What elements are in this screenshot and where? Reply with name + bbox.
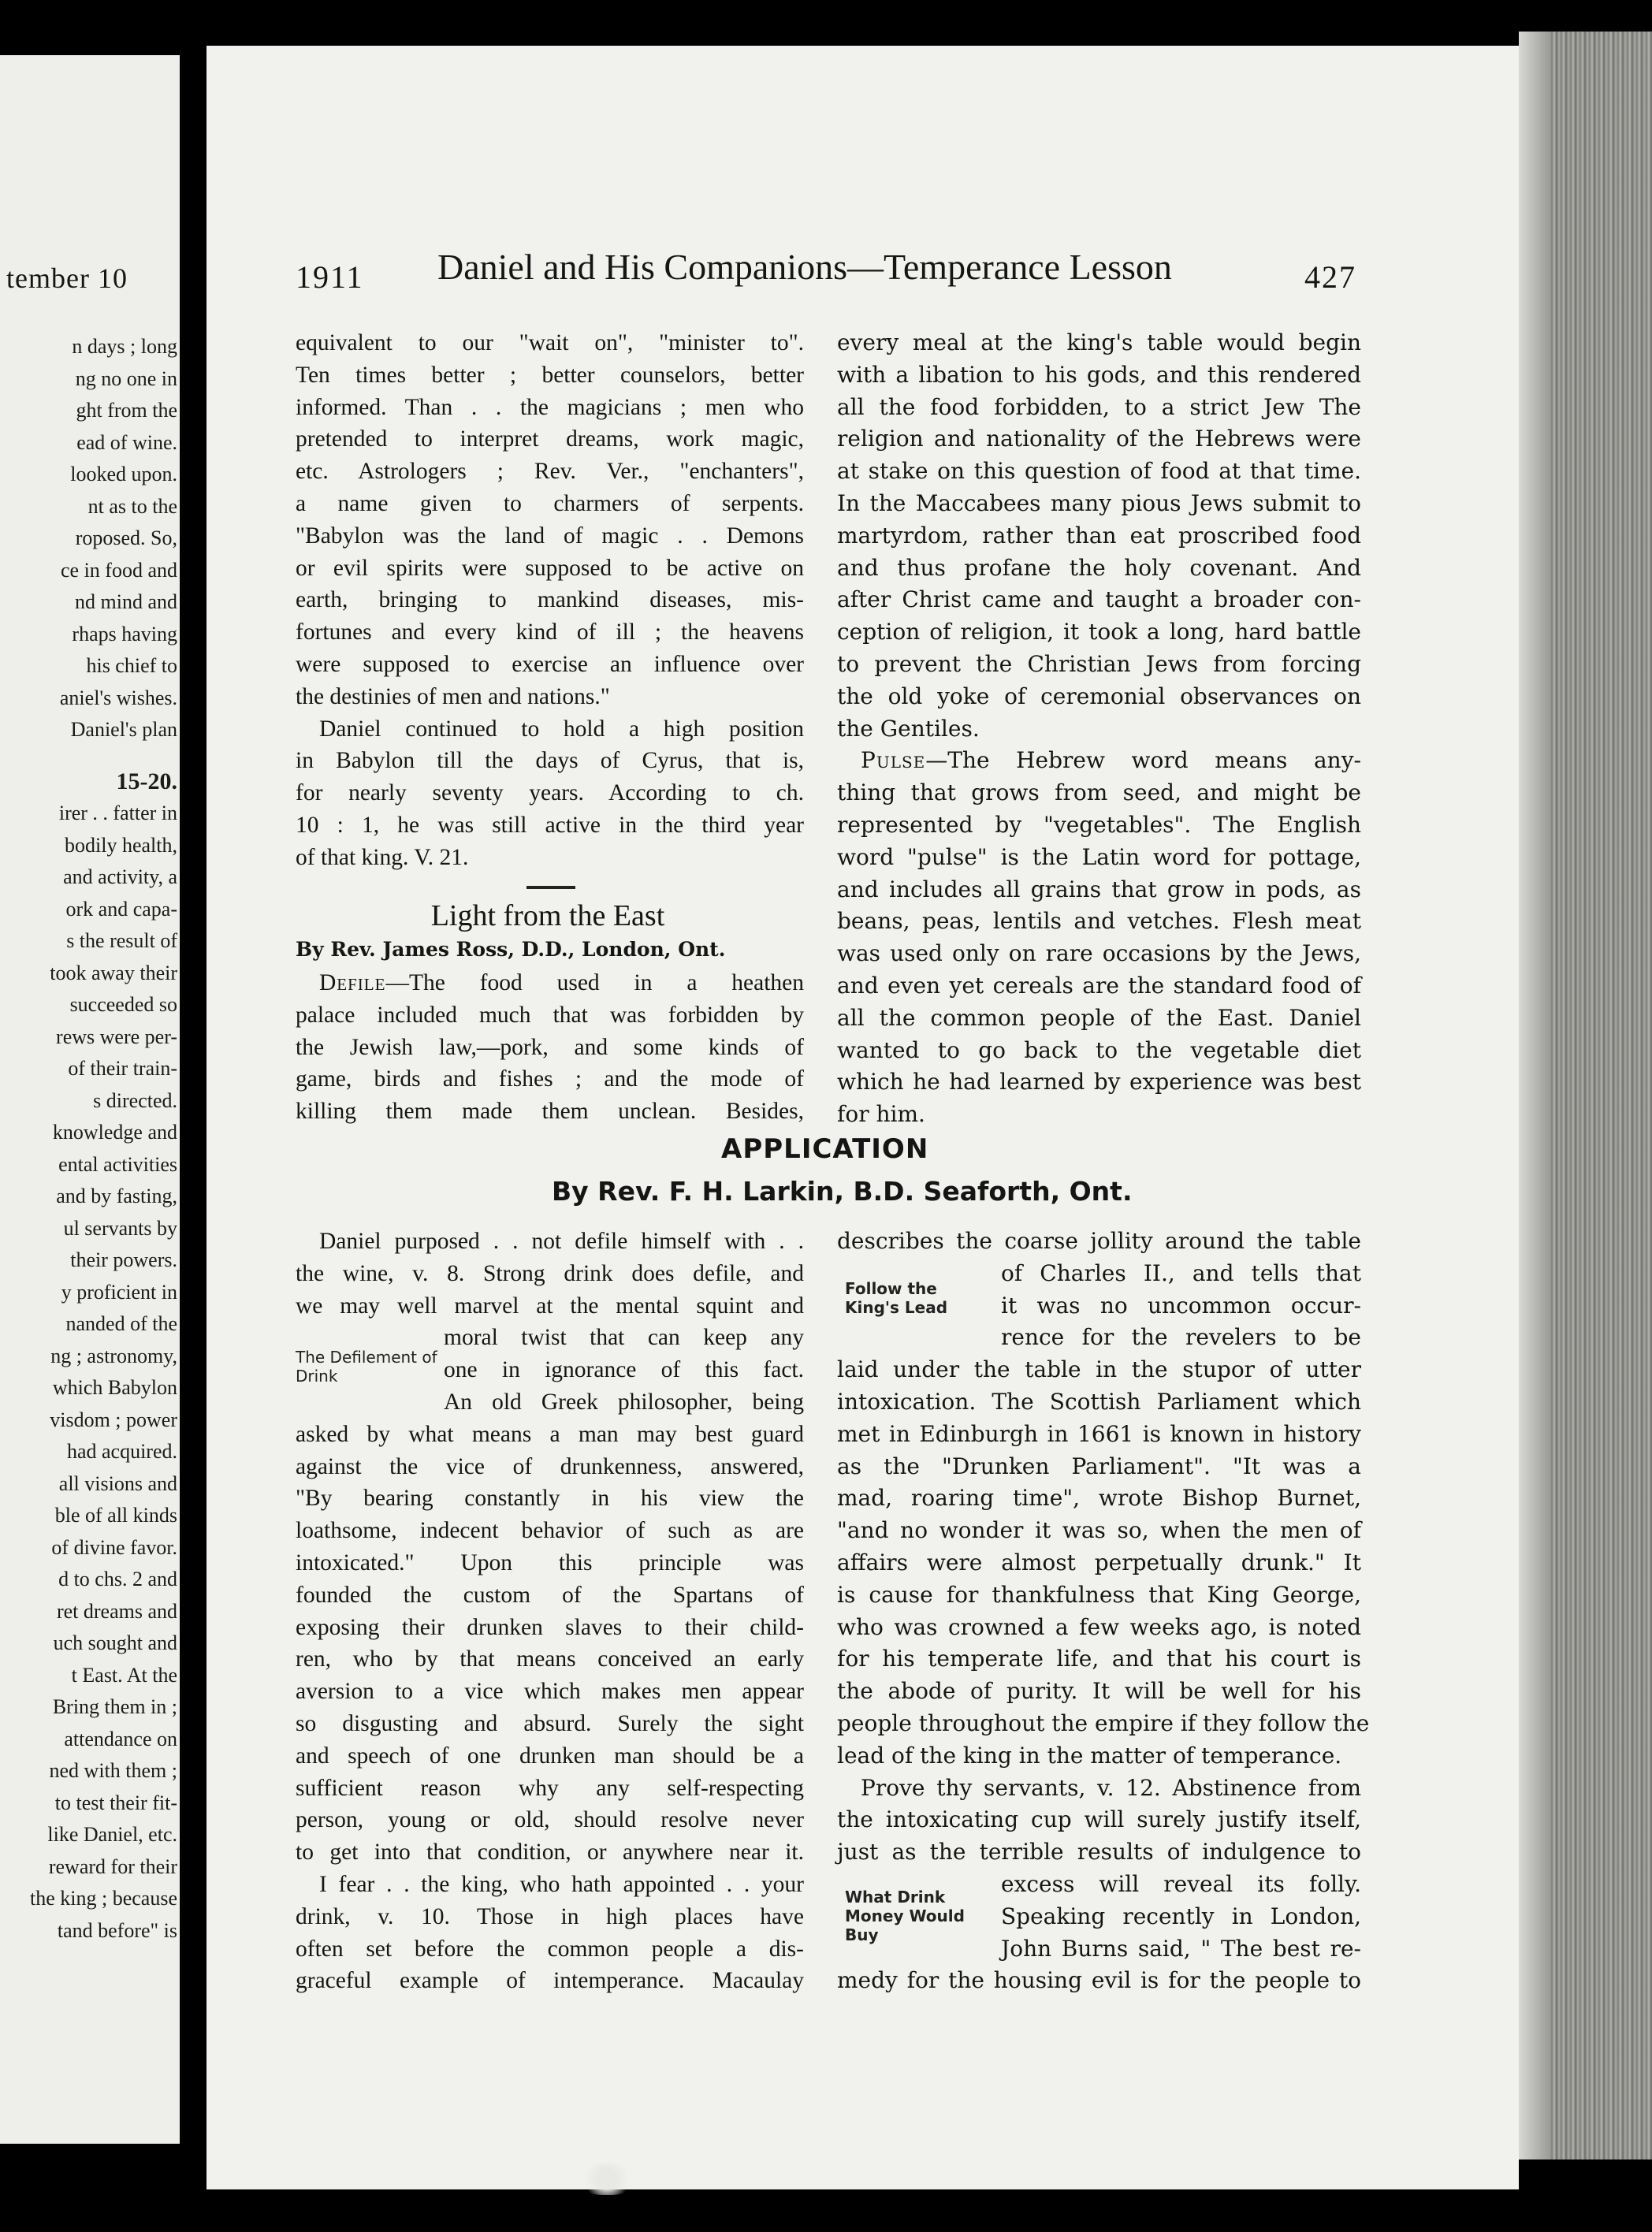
text-line: all the common people of the East. Daniel [837, 1004, 1361, 1031]
left-fragment-line: to test their fit- [54, 1791, 177, 1814]
left-fragment-line: and by fasting, [56, 1185, 177, 1207]
left-fragment-line: y proficient in [61, 1280, 177, 1304]
text-line: ren, who by that means conceived an early [296, 1646, 804, 1672]
left-fragment-line: looked upon. [70, 463, 177, 485]
left-fragment-line: like Daniel, etc. [47, 1823, 177, 1846]
application-title: APPLICATION [721, 1133, 929, 1165]
left-fragment-line: t East. At the [71, 1663, 177, 1687]
text-line: graceful example of intemperance. Macaulay [296, 1968, 804, 1994]
left-fragment-line: ork and capa- [65, 897, 177, 921]
left-page-header: tember 10 [6, 262, 128, 294]
left-fragment-line: ce in food and [60, 558, 177, 582]
left-fragment-line: roposed. So, [75, 526, 177, 549]
text-line: it was no uncommon occur- [1001, 1292, 1361, 1319]
left-fragment-line: s directed. [93, 1088, 177, 1112]
text-line: represented by "vegetables". The English [837, 811, 1361, 838]
text-line: John Burns said, " The best re- [1001, 1935, 1361, 1962]
header-title: Daniel and His Companions—Temperance Lesson [437, 247, 1172, 287]
left-fragment-line: Daniel's plan [70, 718, 177, 741]
text-line: we may well marvel at the mental squint and [296, 1293, 804, 1319]
text-line: moral twist that can keep any [444, 1325, 804, 1351]
text-line: the abode of purity. It will be well for his [837, 1678, 1361, 1705]
text-line: people throughout the empire if they follow the [837, 1709, 1370, 1736]
left-fragment-line: nanded of the [65, 1312, 177, 1335]
page-blemish [579, 2163, 634, 2195]
page-number: 427 [1304, 259, 1356, 295]
text-line: the intoxicating cup will surely justify itself, [837, 1806, 1361, 1833]
text-line: as the "Drunken Parliament". "It was a [837, 1453, 1361, 1479]
text-line: pretended to interpret dreams, work magic, [296, 426, 804, 452]
left-fragment-line: ental activities [58, 1152, 177, 1176]
text-fragment: —The food used in a heathen [385, 970, 804, 995]
text-line: laid under the table in the stupor of utter [837, 1356, 1361, 1383]
left-fragment-line: rhaps having [72, 622, 177, 645]
text-line: of that king. V. 21. [296, 844, 469, 870]
text-line: so disgusting and absurd. Surely the sight [296, 1710, 804, 1736]
left-fragment-line: nd mind and [75, 590, 177, 613]
text-line: were supposed to exercise an influence over [296, 651, 804, 677]
text-line: the wine, v. 8. Strong drink does defile, and [296, 1260, 804, 1286]
left-fragment-line: his chief to [86, 654, 177, 677]
text-line: with a libation to his gods, and this rendered [837, 361, 1361, 388]
text-line: and speech of one drunken man should be a [296, 1743, 804, 1769]
left-fragment-line: uch sought and [53, 1631, 177, 1654]
text-line: Daniel continued to hold a high position [319, 716, 804, 742]
text-line: is cause for thankfulness that King George, [837, 1581, 1361, 1608]
text-line: just as the terrible results of indulgence to [837, 1839, 1361, 1866]
text-line: to prevent the Christian Jews from forcing [837, 650, 1361, 677]
left-fragment-line: their powers. [70, 1248, 177, 1271]
text-line: against the vice of drunkenness, answered, [296, 1453, 804, 1479]
left-fragment-line: had acquired. [66, 1440, 177, 1463]
column-2 [837, 327, 1361, 1131]
text-line: sufficient reason why any self-respecting [296, 1775, 804, 1801]
left-fragment-line: knowledge and [52, 1121, 177, 1144]
text-line: rence for the revelers to be [1001, 1324, 1361, 1351]
left-fragment-line: ead of wine. [76, 430, 177, 454]
left-fragment-line: Bring them in ; [52, 1695, 177, 1718]
text-line: founded the custom of the Spartans of [296, 1582, 804, 1608]
text-line: palace included much that was forbidden by [296, 1002, 804, 1028]
text-line: or evil spirits were supposed to be active on [296, 555, 804, 581]
left-fragment-line: ght from the [76, 399, 177, 422]
text-line: and even yet cereals are the standard food of [837, 972, 1361, 999]
text-line: killing them made them unclean. Besides, [296, 1099, 804, 1125]
light-body [296, 967, 804, 1128]
text-line: "and no wonder it was so, when the men of [837, 1517, 1361, 1544]
text-line [837, 745, 1361, 777]
section-byline-light: By Rev. James Ross, D.D., London, Ont. [296, 938, 726, 961]
text-line: earth, bringing to mankind diseases, mis- [296, 587, 804, 613]
left-fragment-line: 15-20. [116, 768, 177, 794]
text-line: Prove thy servants, v. 12. Abstinence from [861, 1774, 1361, 1801]
text-line: thing that grows from seed, and might be [837, 779, 1361, 806]
text-line: "By bearing constantly in his view the [296, 1486, 804, 1512]
left-fragment-line: ng ; astronomy, [50, 1344, 177, 1367]
left-fragment-line: s the result of [66, 929, 177, 952]
application-byline: By Rev. F. H. Larkin, B.D. Seaforth, Ont. [552, 1176, 1133, 1207]
left-fragment-line: of divine favor. [51, 1535, 177, 1559]
text-line: in Babylon till the days of Cyrus, that is, [296, 748, 804, 774]
text-line: which he had learned by experience was best [837, 1069, 1361, 1096]
left-fragment-line: and activity, a [63, 865, 177, 888]
left-fragment-line: tand before" is [57, 1918, 177, 1942]
left-fragment-line: attendance on [64, 1727, 177, 1750]
text-line: one in ignorance of this fact. [444, 1357, 804, 1383]
left-fragment-line: visdom ; power [50, 1408, 177, 1431]
header-year: 1911 [296, 259, 364, 295]
text-line: I fear . . the king, who hath appointed . . your [319, 1871, 804, 1897]
left-fragment-line: bodily health, [65, 833, 177, 857]
text-line [296, 967, 804, 999]
left-fragment-line: ul servants by [63, 1216, 177, 1240]
text-line: drink, v. 10. Those in high places have [296, 1903, 804, 1929]
text-line: and includes all grains that grow in pods, as [837, 876, 1361, 902]
text-line: intoxicated." Upon this principle was [296, 1549, 804, 1575]
text-line: loathsome, indecent behavior of such as are [296, 1518, 804, 1544]
column-3 [296, 1226, 804, 1997]
text-line: all the food forbidden, to a strict Jew The [837, 393, 1361, 420]
column-1 [296, 327, 804, 874]
text-line: was used only on rare occasions by the Jews, [837, 940, 1361, 967]
text-line: ception of religion, it took a long, hard battle [837, 619, 1361, 645]
text-line: fortunes and every kind of ill ; the heavens [296, 619, 804, 645]
left-fragment-line: ble of all kinds [54, 1504, 177, 1527]
left-fragment-line: which Babylon [52, 1376, 177, 1399]
text-line: informed. Than . . the magicians ; men who [296, 394, 804, 420]
text-line: of Charles II., and tells that [1001, 1259, 1361, 1286]
left-fragment-line: rews were per- [56, 1025, 177, 1048]
left-fragment-line: ret dreams and [56, 1599, 177, 1623]
text-line: game, birds and fishes ; and the mode of [296, 1066, 804, 1092]
text-line: word "pulse" is the Latin word for pottage, [837, 843, 1361, 870]
text-line: affairs were almost perpetually drunk." It [837, 1549, 1361, 1575]
text-line: lead of the king in the matter of temperance. [837, 1742, 1342, 1769]
column-4 [837, 1226, 1370, 1997]
section-title-light: Light from the East [430, 899, 665, 932]
text-line: equivalent to our "wait on", "minister to". [296, 330, 804, 355]
text-line: the Gentiles. [837, 715, 980, 742]
text-line: beans, peas, lentils and vetches. Flesh meat [837, 908, 1361, 935]
margin-note-follow: Follow the King's Lead [845, 1279, 948, 1317]
section-rule [526, 886, 575, 889]
left-fragment-line: succeeded so [69, 993, 177, 1016]
text-line: excess will reveal its folly. [1001, 1870, 1361, 1897]
text-line: religion and nationality of the Hebrews were [837, 426, 1361, 452]
left-fragment-line: ng no one in [75, 366, 177, 390]
text-line: who was crowned a few weeks ago, is noted [837, 1613, 1361, 1640]
text-line: describes the coarse jollity around the table [837, 1228, 1361, 1254]
text-line: In the Maccabees many pious Jews submit to [837, 489, 1361, 516]
lead-word: Pulse [861, 747, 926, 774]
text-line: "Babylon was the land of magic . . Demons [296, 523, 804, 549]
left-fragment-line: reward for their [48, 1854, 177, 1878]
text-line: a name given to charmers of serpents. [296, 490, 804, 516]
text-line: Daniel purposed . . not defile himself with . . [319, 1229, 804, 1254]
text-line: wanted to go back to the vegetable diet [837, 1036, 1361, 1063]
text-line: the Jewish law,—pork, and some kinds of [296, 1034, 804, 1060]
left-fragment-line: d to chs. 2 and [58, 1568, 177, 1590]
text-line: aversion to a vice which makes men appear [296, 1679, 804, 1705]
text-line: intoxication. The Scottish Parliament which [837, 1388, 1361, 1415]
text-line: for his temperate life, and that his court is [837, 1646, 1361, 1672]
text-line: and thus profane the holy covenant. And [837, 554, 1361, 581]
left-fragment-line: aniel's wishes. [59, 686, 177, 709]
left-fragment-line: of their train- [68, 1057, 177, 1080]
text-line: met in Edinburgh in 1661 is known in history [837, 1420, 1361, 1447]
margin-note-defilement: The Defilement of Drink [296, 1348, 437, 1386]
text-line: etc. Astrologers ; Rev. Ver., "enchanters", [296, 459, 804, 485]
text-line: Ten times better ; better counselors, better [296, 362, 804, 388]
text-line: 10 : 1, he was still active in the third year [296, 812, 804, 838]
left-fragment-line: took away their [50, 961, 177, 984]
lead-word: Defile [319, 970, 386, 995]
text-line: at stake on this question of food at that time. [837, 458, 1361, 485]
left-fragment-line: nt as to the [87, 494, 177, 518]
left-fragment-line: the king ; because [30, 1887, 177, 1910]
text-line: every meal at the king's table would begin [837, 329, 1361, 355]
text-line: asked by what means a man may best guard [296, 1421, 804, 1447]
text-line: after Christ came and taught a broader con- [837, 586, 1361, 613]
margin-note-drink-money: What Drink Money Would Buy [845, 1888, 965, 1944]
text-line: the old yoke of ceremonial observances on [837, 683, 1361, 709]
text-line: Speaking recently in London, [1001, 1903, 1361, 1929]
text-line: for nearly seventy years. According to ch. [296, 780, 804, 806]
text-line: martyrdom, rather than eat proscribed food [837, 522, 1361, 549]
left-fragment-line: ned with them ; [49, 1759, 177, 1782]
left-fragment-line: n days ; long [72, 335, 177, 358]
text-line: to get into that condition, or anywhere near it. [296, 1840, 804, 1866]
text-line: for him. [837, 1101, 925, 1128]
book-edge-shadow [1519, 32, 1550, 2159]
text-line: the destinies of men and nations." [296, 683, 610, 709]
text-line: often set before the common people a dis- [296, 1936, 804, 1962]
text-line: mad, roaring time", wrote Bishop Burnet, [837, 1485, 1361, 1512]
text-fragment: —The Hebrew word means any- [925, 747, 1361, 774]
left-fragment-line: all visions and [58, 1471, 177, 1495]
text-line: medy for the housing evil is for the people to [837, 1967, 1361, 1994]
text-line: exposing their drunken slaves to their child- [296, 1614, 804, 1640]
text-line: An old Greek philosopher, being [444, 1389, 804, 1415]
left-fragment-line: irer . . fatter in [58, 802, 177, 824]
text-line: person, young or old, should resolve never [296, 1807, 804, 1833]
